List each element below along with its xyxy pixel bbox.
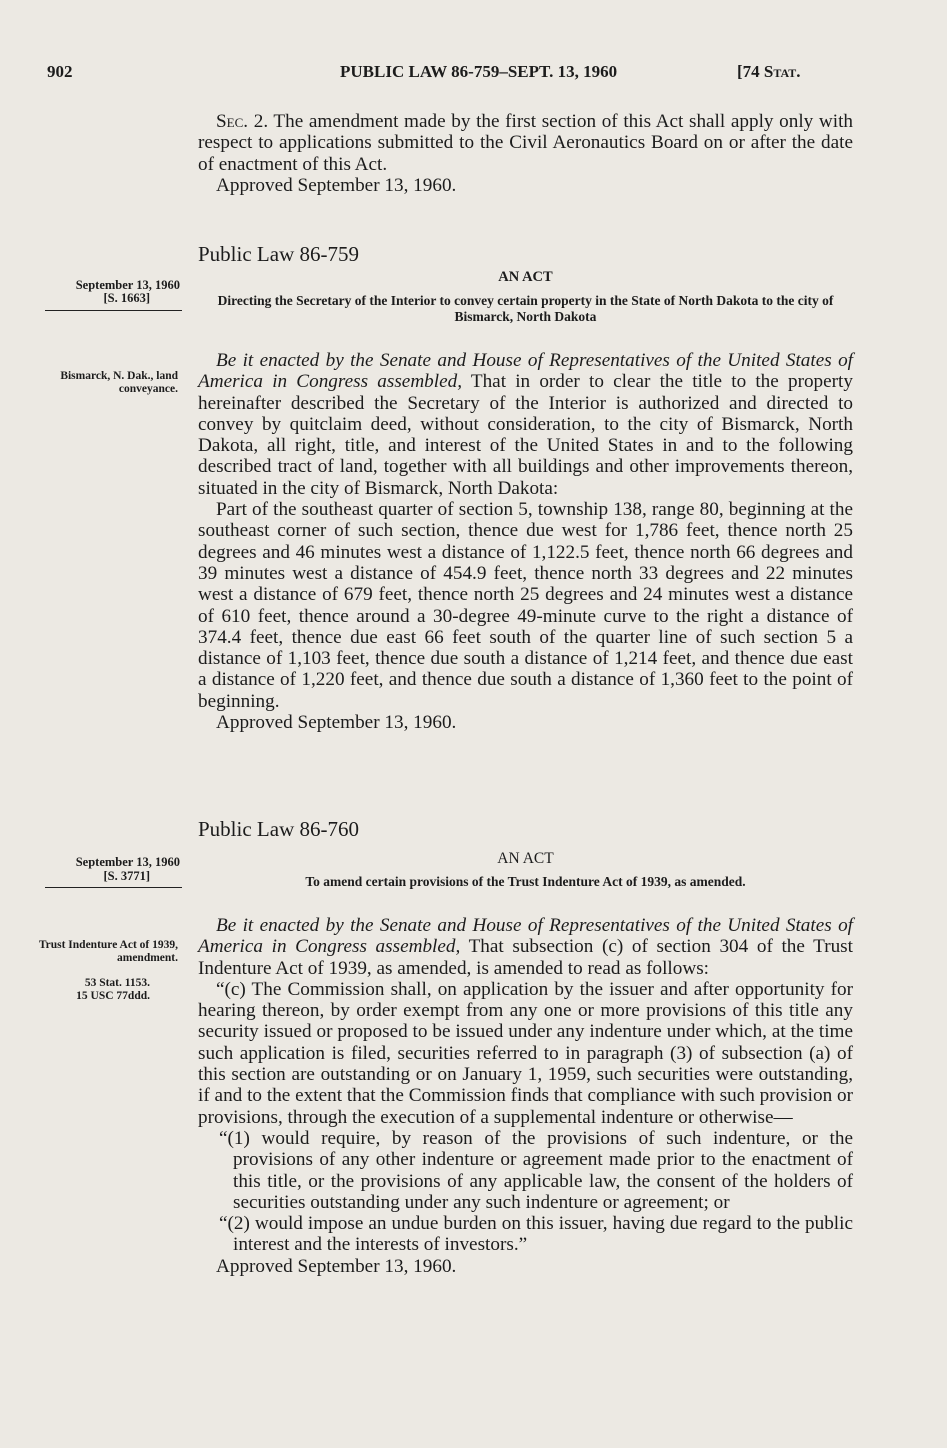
law-759-act-label: AN ACT — [498, 269, 553, 285]
law-760-usc-citation: 15 USC 77ddd. — [76, 990, 150, 1002]
law-760-margin-rule — [45, 887, 182, 888]
law-760-approved: Approved September 13, 1960. — [216, 1255, 457, 1277]
law-760-body: That subsection (c) of section 304 of the Trust Indenture Act of 1939, as amended, is amended to read as follows: — [198, 936, 853, 979]
running-head: PUBLIC LAW 86-759–SEPT. 13, 1960 — [340, 62, 618, 81]
law-759-title: Public Law 86-759 — [198, 242, 359, 266]
law-759-side-note: Bismarck, N. Dak., land conveyance. — [60, 370, 178, 395]
law-759-approved: Approved September 13, 1960. — [216, 712, 457, 734]
law-760-date-margin: September 13, 1960 — [75, 855, 180, 869]
prior-section — [198, 111, 853, 196]
law-760-stat-citation: 53 Stat. 1153. — [84, 977, 150, 989]
law-760-purpose: To amend certain provisions of the Trust Indenture Act of 1939, as amended. — [305, 874, 746, 889]
law-759-land-description: Part of the southeast quarter of section 5, township 138, range 80, beginning at the southeast corner of such section, thence due west for 1,786 feet, thence north 25 degrees and 46 minutes west a distance of 1,122.5 feet, thence north 66 degrees and 39 minutes west a distance of 454.9 feet, thence north 33 degrees and 22 minutes west a distance of 679 feet, thence north 25 degrees and 24 minutes west a distance of 610 feet, thence around a 30-degree 49-minute curve to the right a distance of 374.4 feet, thence due east 66 feet south of the quarter line of such section 5 a distance of 1,103 feet, thence due south a distance of 1,214 feet, and thence due east a distance of 1,220 feet, and thence due south a distance of 1,360 feet to the point of beginning. — [198, 499, 853, 712]
volume-reference: [74 Stat. — [737, 62, 801, 81]
law-760-subsection-c: “(c) The Commission shall, on application by the issuer and after opportunity for hearing thereon, by order exempt from any one or more provisions of this title any security issued or proposed to be issued under any indenture under which, at the time such application is filed, securities referred to in paragraph (3) of subsection (a) of this section are outstanding or on January 1, 1959, such securities were outstanding, if and to the extent that the Commission finds that compliance with such provision or provisions, through the execution of a supplemental indenture or otherwise— — [198, 978, 853, 1128]
law-760-enacting-clause: Be it enacted by the Senate and House of Representatives of the United States of America in Congress assembled, — [198, 915, 853, 958]
law-760-clause-1: “(1) would require, by reason of the provisions of such indenture, or the provisions of any other indenture or agreement made prior to the enactment of this title, or the provisions of any applicable law, the consent of the holders of securities outstanding under any such indenture or agreement; or — [219, 1127, 853, 1213]
law-759-enacting-clause: Be it enacted by the Senate and House of Representatives of the United States of America in Congress assembled, — [198, 350, 853, 393]
law-759-text — [198, 350, 853, 733]
law-760-enacting-paragraph — [198, 915, 853, 979]
law-759-purpose: Directing the Secretary of the Interior to convey certain property in the State of North Dakota to the city of Bismarck, North Dakota — [217, 293, 834, 324]
law-759-date-margin: September 13, 1960 — [75, 278, 180, 292]
law-760-side-note: Trust Indenture Act of 1939, amendment. — [38, 939, 178, 964]
law-760-clause-2: “(2) would impose an undue burden on this issuer, having due regard to the public interest and the interests of investors.” — [219, 1213, 853, 1256]
page-number: 902 — [47, 62, 73, 81]
prior-approved: Approved September 13, 1960. — [216, 174, 457, 196]
law-760-act-label: AN ACT — [497, 850, 554, 867]
section-2-paragraph — [198, 111, 853, 175]
sec-label: Sec. — [216, 111, 249, 132]
law-759-bill-margin: [S. 1663] — [103, 291, 150, 305]
law-760-title: Public Law 86-760 — [198, 817, 359, 841]
law-759-enacting-paragraph — [198, 350, 853, 499]
law-760-text — [198, 915, 853, 1277]
law-760-bill-margin: [S. 3771] — [103, 869, 150, 883]
law-759-body: That in order to clear the title to the property hereinafter described the Secretary of the Interior is authorized and directed to convey by quitclaim deed, without consideration, to the city of Bismarck, North Dakota, all right, title, and interest of the United States in and to the following described tract of land, together with all buildings and other improvements thereon, situated in the city of Bismarck, North Dakota: — [198, 371, 853, 499]
law-759-margin-rule — [45, 310, 182, 311]
sec-text: 2. The amendment made by the first section of this Act shall apply only with respect to applications submitted to the Civil Aeronautics Board on or after the date of enactment of this Act. — [198, 111, 853, 175]
